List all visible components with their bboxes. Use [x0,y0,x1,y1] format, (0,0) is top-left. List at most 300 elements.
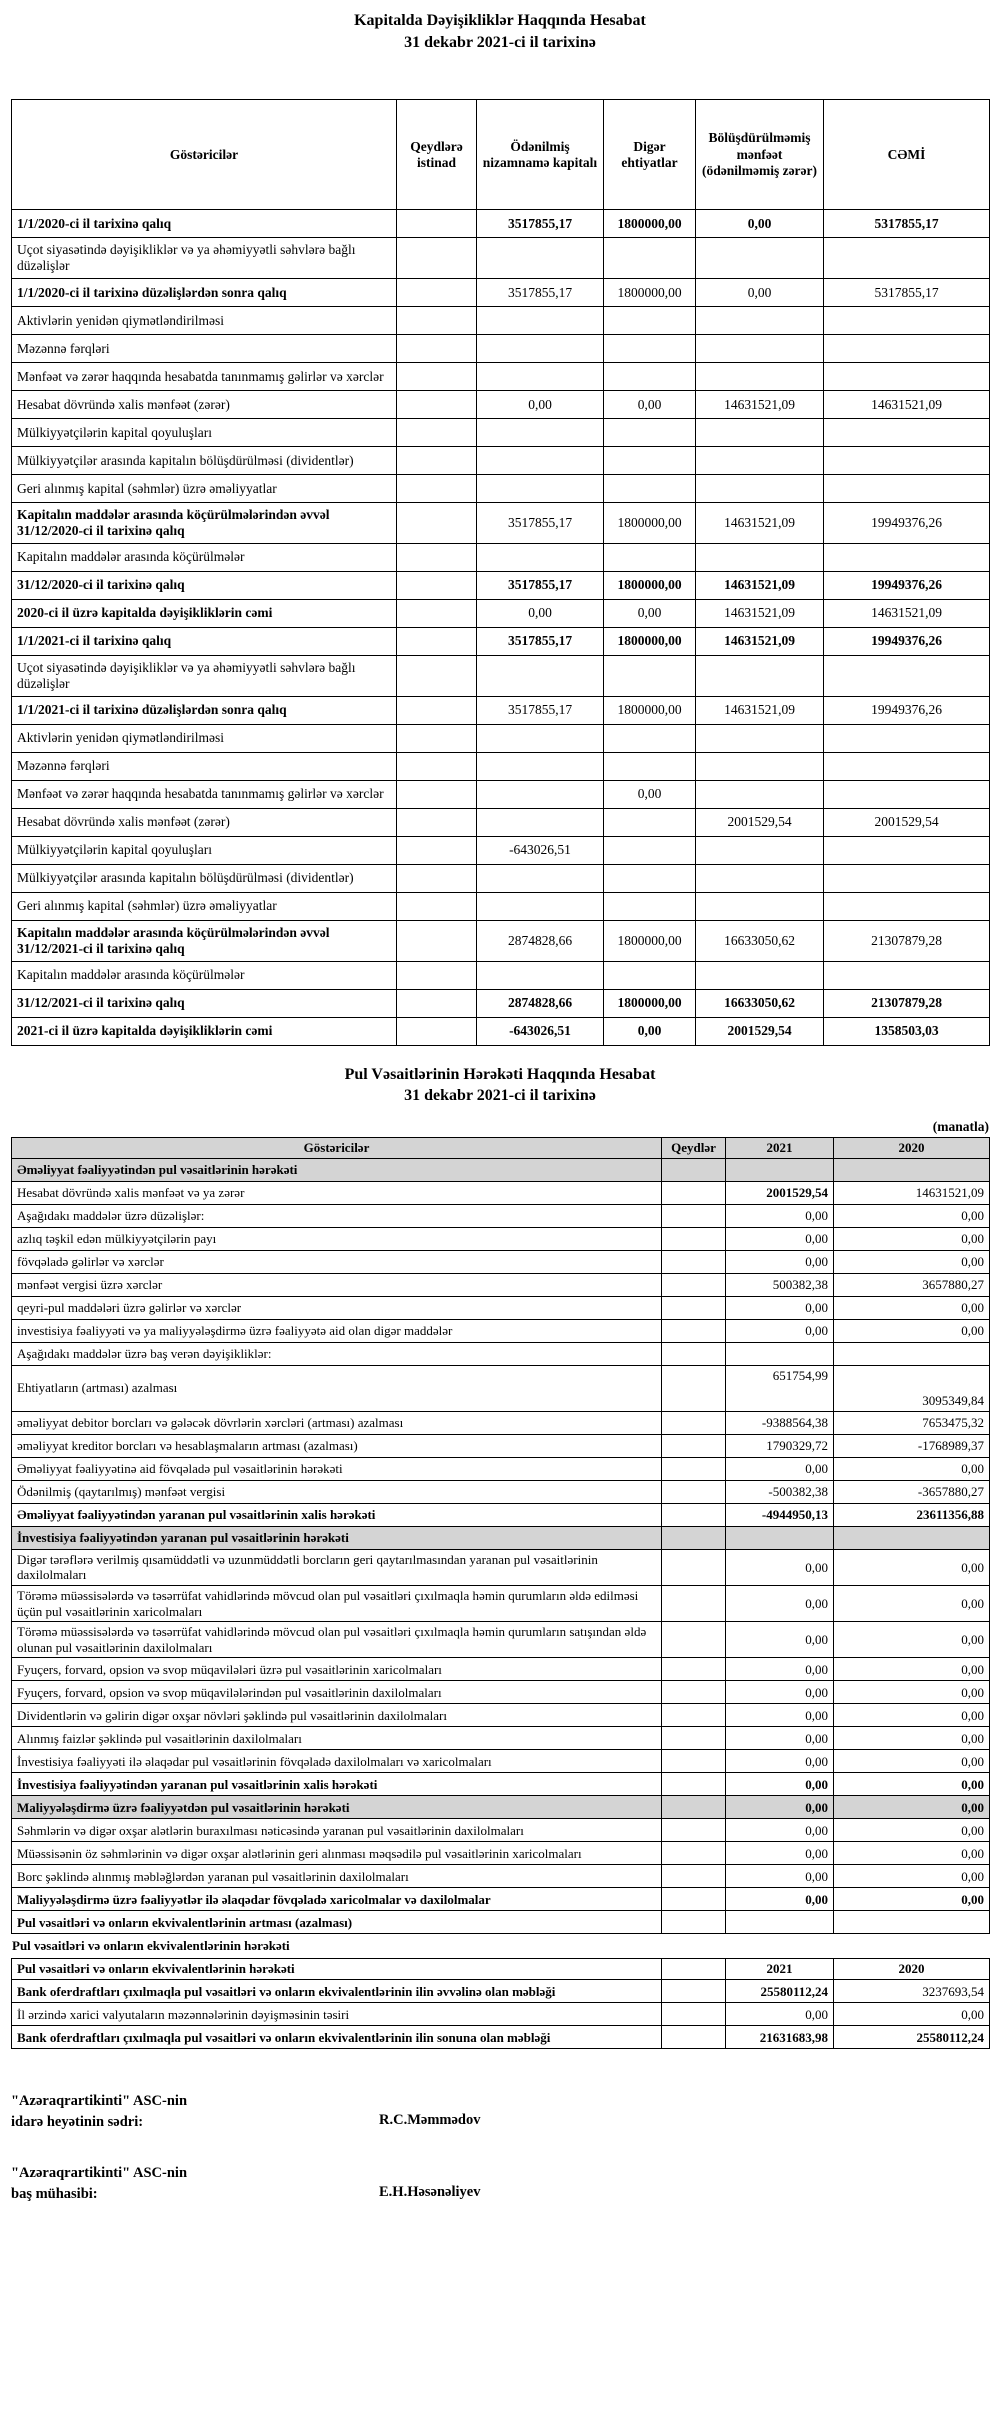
cell-qeydlere-istinad [397,447,477,475]
cell-qeydlere-istinad [397,724,477,752]
cell-qeydlere-istinad [397,419,477,447]
cell-bolusdurulmemis-menfeet [696,475,824,503]
cash-equivalents-header-2021: 2021 [726,1959,834,1980]
cell-2020: 3657880,27 [834,1273,990,1296]
cell-cemi [824,655,990,696]
cell-qeydlere-istinad [397,238,477,279]
cell-2020: 3095349,84 [834,1365,990,1411]
cell-cemi: 5317855,17 [824,210,990,238]
cell-qeydlere-istinad [397,475,477,503]
equity-header-nizamname-kapitali: Ödənilmiş nizamnamə kapitalı [477,100,604,210]
cell-bolusdurulmemis-menfeet: 0,00 [696,210,824,238]
cell-qeydlere-istinad [397,210,477,238]
cell-bolusdurulmemis-menfeet [696,780,824,808]
cell-cemi [824,961,990,989]
cell-gostericiler: Əməliyyat fəaliyyətindən yaranan pul vəsaitlərinin xalis hərəkəti [12,1503,662,1526]
equity-table [11,99,990,1045]
cell-2021: 0,00 [726,1585,834,1621]
cell-gostericiler: 31/12/2020-ci il tarixinə qalıq [12,571,397,599]
cell-2021: 0,00 [726,1727,834,1750]
cell-qeydlere-istinad [397,989,477,1017]
cell-2021 [726,1526,834,1549]
cell-qeydlere-istinad [397,892,477,920]
cell-bolusdurulmemis-menfeet: 16633050,62 [696,989,824,1017]
equity-table-row [12,447,990,475]
cell-qeydler [662,1622,726,1658]
cell-diger-ehtiyatlar: 1800000,00 [604,279,696,307]
cell-2020: 0,00 [834,1250,990,1273]
cell-bolusdurulmemis-menfeet [696,961,824,989]
cashflow-table-row [12,1273,990,1296]
cell-qeydler [662,1457,726,1480]
cell-gostericiler: 1/1/2020-ci il tarixinə qalıq [12,210,397,238]
cell-nizamname-kapitali [477,335,604,363]
cell-2021 [726,1342,834,1365]
cell-diger-ehtiyatlar: 1800000,00 [604,571,696,599]
cell-2021: 25580112,24 [726,1980,834,2003]
equity-table-row [12,210,990,238]
cashflow-table-row [12,1727,990,1750]
cell-2020: 14631521,09 [834,1181,990,1204]
cash-equivalents-table-row [12,2003,990,2026]
cell-nizamname-kapitali: -643026,51 [477,1017,604,1045]
cell-cemi [824,752,990,780]
cell-bolusdurulmemis-menfeet [696,447,824,475]
cell-gostericiler: Dividentlərin və gəlirin digər oxşar növləri şəklində pul vəsaitlərinin daxilolmaları [12,1704,662,1727]
equity-report-title-line2: 31 dekabr 2021-ci il tarixinə [404,33,596,51]
cell-nizamname-kapitali: 3517855,17 [477,210,604,238]
cell-gostericiler: 1/1/2021-ci il tarixinə qalıq [12,627,397,655]
cell-qeydler [662,1158,726,1181]
cell-qeydler [662,1750,726,1773]
cell-qeydler [662,1658,726,1681]
cell-qeydler [662,2026,726,2049]
cell-qeydlere-istinad [397,961,477,989]
cell-diger-ehtiyatlar [604,543,696,571]
cashflow-table-row [12,1434,990,1457]
cell-qeydlere-istinad [397,920,477,961]
cell-cemi: 19949376,26 [824,627,990,655]
cell-2020: 0,00 [834,1796,990,1819]
cell-qeydler [662,1727,726,1750]
cashflow-table-row [12,1622,990,1658]
cell-gostericiler: Ödənilmiş (qaytarılmış) mənfəət vergisi [12,1480,662,1503]
cell-2021: 0,00 [726,1704,834,1727]
equity-table-row [12,808,990,836]
cashflow-table-row [12,1704,990,1727]
cell-gostericiler: Kapitalın maddələr arasında köçürülmələr [12,543,397,571]
cell-qeydler [662,2003,726,2026]
cell-qeydlere-istinad [397,627,477,655]
cell-2020: 0,00 [834,1842,990,1865]
cell-nizamname-kapitali: 3517855,17 [477,503,604,544]
cell-2020: 25580112,24 [834,2026,990,2049]
cashflow-table-row [12,1365,990,1411]
cashflow-table-row [12,1457,990,1480]
cell-gostericiler: Mənfəət və zərər haqqında hesabatda tanınmamış gəlirlər və xərclər [12,363,397,391]
cell-nizamname-kapitali: 2874828,66 [477,920,604,961]
cell-nizamname-kapitali [477,447,604,475]
cell-qeydlere-istinad [397,1017,477,1045]
cell-diger-ehtiyatlar [604,307,696,335]
equity-table-header-row [12,100,990,210]
cell-diger-ehtiyatlar: 1800000,00 [604,503,696,544]
cell-2021 [726,1911,834,1934]
cell-2021: 0,00 [726,1842,834,1865]
equity-table-row [12,780,990,808]
signature-company: "Azəraqrartikinti" ASC-nin [11,2165,188,2182]
cell-diger-ehtiyatlar [604,475,696,503]
equity-table-row [12,724,990,752]
cell-gostericiler: qeyri-pul maddələri üzrə gəlirlər və xərclər [12,1296,662,1319]
cell-gostericiler: Aktivlərin yenidən qiymətləndirilməsi [12,307,397,335]
cashflow-table-row [12,1342,990,1365]
cell-cemi [824,543,990,571]
equity-table-body [12,210,990,1045]
cell-cemi: 19949376,26 [824,696,990,724]
cell-bolusdurulmemis-menfeet: 14631521,09 [696,571,824,599]
cell-gostericiler: Səhmlərin və digər oxşar alətlərin buraxılması nəticəsində yaranan pul vəsaitlərinin daxilolmaları [12,1819,662,1842]
cell-nizamname-kapitali: -643026,51 [477,836,604,864]
cell-qeydler [662,1365,726,1411]
cell-cemi [824,836,990,864]
signature-company: "Azəraqrartikinti" ASC-nin [11,2093,188,2110]
cell-qeydlere-istinad [397,752,477,780]
cell-gostericiler: 2020-ci il üzrə kapitalda dəyişikliklərin cəmi [12,599,397,627]
cashflow-table-row-section [12,1526,990,1549]
equity-table-row [12,752,990,780]
cashflow-header-gostericiler: Göstəricilər [12,1137,662,1158]
cell-2020: 0,00 [834,1227,990,1250]
cell-qeydler [662,1526,726,1549]
cell-diger-ehtiyatlar: 1800000,00 [604,627,696,655]
cell-gostericiler: 31/12/2021-ci il tarixinə qalıq [12,989,397,1017]
cell-gostericiler: 2021-ci il üzrə kapitalda dəyişikliklərin cəmi [12,1017,397,1045]
cell-qeydler [662,1681,726,1704]
cell-gostericiler: Geri alınmış kapital (səhmlər) üzrə əməliyyatlar [12,892,397,920]
cell-diger-ehtiyatlar: 0,00 [604,1017,696,1045]
cell-qeydlere-istinad [397,571,477,599]
cell-gostericiler: Məzənnə fərqləri [12,752,397,780]
cell-gostericiler: 1/1/2020-ci il tarixinə düzəlişlərdən sonra qalıq [12,279,397,307]
cell-qeydlere-istinad [397,780,477,808]
cash-equivalents-header-row [12,1959,990,1980]
cell-2020: 0,00 [834,1457,990,1480]
cell-2020: 0,00 [834,1549,990,1585]
cell-2021: 21631683,98 [726,2026,834,2049]
signatures [11,2091,989,2205]
signature-role: baş mühasibi: [11,2186,98,2203]
equity-table-row [12,627,990,655]
cell-2021: 0,00 [726,1319,834,1342]
cell-2021: 0,00 [726,1819,834,1842]
cell-gostericiler: Fyuçers, forvard, opsion və svop müqavilələrindən pul vəsaitlərinin daxilolmaları [12,1681,662,1704]
cell-bolusdurulmemis-menfeet [696,335,824,363]
cell-bolusdurulmemis-menfeet: 14631521,09 [696,599,824,627]
cell-gostericiler: Hesabat dövründə xalis mənfəət (zərər) [12,391,397,419]
cell-2021: 0,00 [726,1796,834,1819]
cell-diger-ehtiyatlar [604,655,696,696]
cell-diger-ehtiyatlar: 1800000,00 [604,210,696,238]
equity-header-cemi: CƏMİ [824,100,990,210]
cell-2021: 0,00 [726,1888,834,1911]
cell-qeydlere-istinad [397,391,477,419]
cell-diger-ehtiyatlar: 0,00 [604,391,696,419]
cell-gostericiler: Bank oferdraftları çıxılmaqla pul vəsaitləri və onların ekvivalentlərinin ilin sonuna olan məbləği [12,2026,662,2049]
cell-bolusdurulmemis-menfeet [696,892,824,920]
equity-table-row [12,836,990,864]
cashflow-table [11,1137,990,1935]
cell-bolusdurulmemis-menfeet: 0,00 [696,279,824,307]
cashflow-table-row [12,1411,990,1434]
cash-equivalents-table [11,1958,990,2049]
cell-2020: 0,00 [834,1773,990,1796]
cell-2021: -4944950,13 [726,1503,834,1526]
equity-header-qeydlere-istinad: Qeydlərə istinad [397,100,477,210]
cell-gostericiler: Mənfəət və zərər haqqında hesabatda tanınmamış gəlirlər və xərclər [12,780,397,808]
cell-gostericiler: Hesabat dövründə xalis mənfəət (zərər) [12,808,397,836]
cell-gostericiler: Kapitalın maddələr arasında köçürülmələrindən əvvəl 31/12/2020-ci il tarixinə qalıq [12,503,397,544]
cell-gostericiler: Aşağıdakı maddələr üzrə baş verən dəyişikliklər: [12,1342,662,1365]
cell-nizamname-kapitali: 3517855,17 [477,279,604,307]
equity-report-title-line1: Kapitalda Dəyişikliklər Haqqında Hesabat [354,12,646,29]
cell-2021: 651754,99 [726,1365,834,1411]
cell-2020: 0,00 [834,1865,990,1888]
cell-qeydler [662,1865,726,1888]
cell-qeydlere-istinad [397,696,477,724]
cell-gostericiler: Digər tərəflərə verilmiş qısamüddətli və uzunmüddətli borcların geri qaytarılmasından yaranan pul vəsaitlərinin daxilolmaları [12,1549,662,1585]
cell-2021: 0,00 [726,1227,834,1250]
cell-gostericiler: Borc şəklində alınmış məbləğlərdən yaranan pul vəsaitlərinin daxilolmaları [12,1865,662,1888]
cell-qeydler [662,1704,726,1727]
cell-gostericiler: Əməliyyat fəaliyyətinə aid fövqəladə pul vəsaitlərinin hərəkəti [12,1457,662,1480]
equity-table-row [12,1017,990,1045]
cell-cemi: 14631521,09 [824,599,990,627]
cell-gostericiler: 1/1/2021-ci il tarixinə düzəlişlərdən sonra qalıq [12,696,397,724]
cell-2020 [834,1342,990,1365]
cell-2020: 0,00 [834,1888,990,1911]
cell-2020: -3657880,27 [834,1480,990,1503]
cell-bolusdurulmemis-menfeet [696,655,824,696]
cell-qeydlere-istinad [397,864,477,892]
cell-cemi: 1358503,03 [824,1017,990,1045]
cell-gostericiler: Mülkiyyətçilər arasında kapitalın bölüşdürülməsi (dividentlər) [12,447,397,475]
equity-table-row [12,864,990,892]
cell-gostericiler: Uçot siyasətində dəyişikliklər və ya əhəmiyyətli səhvlərə bağlı düzəlişlər [12,238,397,279]
equity-table-row [12,503,990,544]
cashflow-table-row [12,1888,990,1911]
cashflow-table-row [12,1911,990,1934]
cell-nizamname-kapitali: 3517855,17 [477,627,604,655]
cashflow-table-row [12,1181,990,1204]
cell-2020: 0,00 [834,1819,990,1842]
cashflow-table-row [12,1250,990,1273]
cash-equivalents-table-head [12,1959,990,1980]
equity-table-row [12,920,990,961]
cell-bolusdurulmemis-menfeet: 14631521,09 [696,696,824,724]
cell-gostericiler: azlıq təşkil edən mülkiyyətçilərin payı [12,1227,662,1250]
cell-bolusdurulmemis-menfeet [696,307,824,335]
equity-header-gostericiler: Göstəricilər [12,100,397,210]
cell-diger-ehtiyatlar [604,724,696,752]
cell-diger-ehtiyatlar [604,419,696,447]
cell-2020: 0,00 [834,2003,990,2026]
currency-note: (manatla) [932,1118,989,1134]
cell-gostericiler: Törəmə müəssisələrdə və təsərrüfat vahidlərində mövcud olan pul vəsaitləri çıxılmaqla həmin qurumların satışından əldə olunan pul vəsaitlərinin daxilolmaları [12,1622,662,1658]
cell-gostericiler: Əməliyyat fəaliyyətindən pul vəsaitlərinin hərəkəti [12,1158,662,1181]
cashflow-table-row [12,1480,990,1503]
equity-header-diger-ehtiyatlar: Digər ehtiyatlar [604,100,696,210]
cell-cemi: 14631521,09 [824,391,990,419]
cell-2020: -1768989,37 [834,1434,990,1457]
cell-bolusdurulmemis-menfeet: 14631521,09 [696,503,824,544]
cell-diger-ehtiyatlar: 1800000,00 [604,920,696,961]
cell-cemi [824,475,990,503]
cell-gostericiler: Müəssisənin öz səhmlərinin və digər oxşar alətlərinin geri alınması məqsədilə pul vəsaitlərinin xaricolmaları [12,1842,662,1865]
cell-2020: 0,00 [834,1681,990,1704]
cashflow-table-row [12,1750,990,1773]
cell-cemi [824,238,990,279]
cell-gostericiler: Geri alınmış kapital (səhmlər) üzrə əməliyyatlar [12,475,397,503]
cell-qeydler [662,1503,726,1526]
cell-2021: 0,00 [726,1865,834,1888]
cell-bolusdurulmemis-menfeet [696,238,824,279]
cell-cemi [824,335,990,363]
cell-qeydler [662,1181,726,1204]
cell-qeydler [662,1911,726,1934]
cell-nizamname-kapitali [477,543,604,571]
cell-diger-ehtiyatlar [604,335,696,363]
cell-2021: 0,00 [726,1622,834,1658]
cashflow-table-row [12,1227,990,1250]
cell-gostericiler: Mülkiyyətçilərin kapital qoyuluşları [12,836,397,864]
cash-equivalents-header-label: Pul vəsaitləri və onların ekvivalentlərinin hərəkəti [12,1959,662,1980]
cell-nizamname-kapitali [477,892,604,920]
cell-2020: 3237693,54 [834,1980,990,2003]
cell-cemi: 5317855,17 [824,279,990,307]
cell-nizamname-kapitali [477,419,604,447]
cell-2021: 0,00 [726,1204,834,1227]
cell-nizamname-kapitali: 0,00 [477,599,604,627]
cell-2021: 0,00 [726,1750,834,1773]
cell-bolusdurulmemis-menfeet: 2001529,54 [696,1017,824,1045]
cell-bolusdurulmemis-menfeet [696,724,824,752]
cell-cemi [824,892,990,920]
cell-gostericiler: Törəmə müəssisələrdə və təsərrüfat vahidlərində mövcud olan pul vəsaitləri çıxılmaqla həmin qurumların əldə edilməsi üçün pul vəsaitlərinin xaricolmaları [12,1585,662,1621]
cell-gostericiler: investisiya fəaliyyəti və ya maliyyələşdirmə üzrə fəaliyyətə aid olan digər maddələr [12,1319,662,1342]
signature-role: idarə heyətinin sədri: [11,2114,144,2131]
cell-gostericiler: Kapitalın maddələr arasında köçürülmələrindən əvvəl 31/12/2021-ci il tarixinə qalıq [12,920,397,961]
cell-cemi [824,780,990,808]
cell-gostericiler: Məzənnə fərqləri [12,335,397,363]
equity-table-row [12,391,990,419]
signature-block-accountant [11,2163,989,2205]
cell-diger-ehtiyatlar [604,447,696,475]
cashflow-table-head [12,1137,990,1158]
cell-bolusdurulmemis-menfeet: 14631521,09 [696,627,824,655]
cell-cemi: 21307879,28 [824,920,990,961]
cashflow-header-2020: 2020 [834,1137,990,1158]
cell-gostericiler: Mülkiyyətçilər arasında kapitalın bölüşdürülməsi (dividentlər) [12,864,397,892]
cell-bolusdurulmemis-menfeet: 16633050,62 [696,920,824,961]
equity-table-row [12,238,990,279]
cell-qeydler [662,1411,726,1434]
cell-bolusdurulmemis-menfeet [696,836,824,864]
equity-report-title [11,10,989,53]
cell-qeydlere-istinad [397,808,477,836]
cell-qeydler [662,1250,726,1273]
cell-2021: 0,00 [726,1457,834,1480]
equity-table-row [12,475,990,503]
cell-2020: 0,00 [834,1296,990,1319]
cell-bolusdurulmemis-menfeet: 14631521,09 [696,391,824,419]
cell-gostericiler: mənfəət vergisi üzrə xərclər [12,1273,662,1296]
cell-qeydler [662,1819,726,1842]
cell-bolusdurulmemis-menfeet: 2001529,54 [696,808,824,836]
cell-qeydler [662,1342,726,1365]
cell-gostericiler: Uçot siyasətində dəyişikliklər və ya əhəmiyyətli səhvlərə bağlı düzəlişlər [12,655,397,696]
cash-equivalents-header-2020: 2020 [834,1959,990,1980]
cashflow-report-title-line2: 31 dekabr 2021-ci il tarixinə [404,1087,596,1105]
cashflow-header-2021: 2021 [726,1137,834,1158]
cell-qeydler [662,1773,726,1796]
equity-table-row [12,599,990,627]
cell-qeydler [662,1549,726,1585]
cash-equivalents-header-note [662,1959,726,1980]
cell-diger-ehtiyatlar [604,808,696,836]
equity-table-row [12,307,990,335]
cell-nizamname-kapitali [477,864,604,892]
cell-2021: 0,00 [726,1549,834,1585]
cell-cemi [824,419,990,447]
equity-table-row [12,419,990,447]
cell-qeydler [662,1319,726,1342]
equity-table-head [12,100,990,210]
signature-name: R.C.Məmmədov [379,2112,481,2129]
cell-2020: 0,00 [834,1319,990,1342]
cell-nizamname-kapitali: 3517855,17 [477,571,604,599]
cashflow-report-title [11,1064,989,1107]
cashflow-table-row [12,1549,990,1585]
cell-qeydler [662,1227,726,1250]
cell-qeydlere-istinad [397,279,477,307]
cell-gostericiler: əməliyyat debitor borcları və gələcək dövrlərin xərcləri (artması) azalması [12,1411,662,1434]
cell-diger-ehtiyatlar [604,836,696,864]
cell-qeydlere-istinad [397,655,477,696]
cell-cemi [824,864,990,892]
cell-gostericiler: Alınmış faizlər şəklində pul vəsaitlərinin daxilolmaları [12,1727,662,1750]
cell-qeydler [662,1980,726,2003]
cell-gostericiler: Aşağıdakı maddələr üzrə düzəlişlər: [12,1204,662,1227]
cell-nizamname-kapitali [477,363,604,391]
cell-bolusdurulmemis-menfeet [696,363,824,391]
cashflow-table-row [12,1503,990,1526]
cash-equivalents-table-body [12,1980,990,2049]
cell-2021 [726,1158,834,1181]
cell-qeydlere-istinad [397,836,477,864]
cell-nizamname-kapitali [477,307,604,335]
cashflow-table-row [12,1681,990,1704]
cell-cemi [824,307,990,335]
cell-diger-ehtiyatlar [604,363,696,391]
cell-qeydler [662,1585,726,1621]
cashflow-table-row [12,1658,990,1681]
cell-cemi [824,447,990,475]
cell-bolusdurulmemis-menfeet [696,419,824,447]
cell-nizamname-kapitali [477,238,604,279]
cell-2020 [834,1911,990,1934]
cell-qeydlere-istinad [397,503,477,544]
